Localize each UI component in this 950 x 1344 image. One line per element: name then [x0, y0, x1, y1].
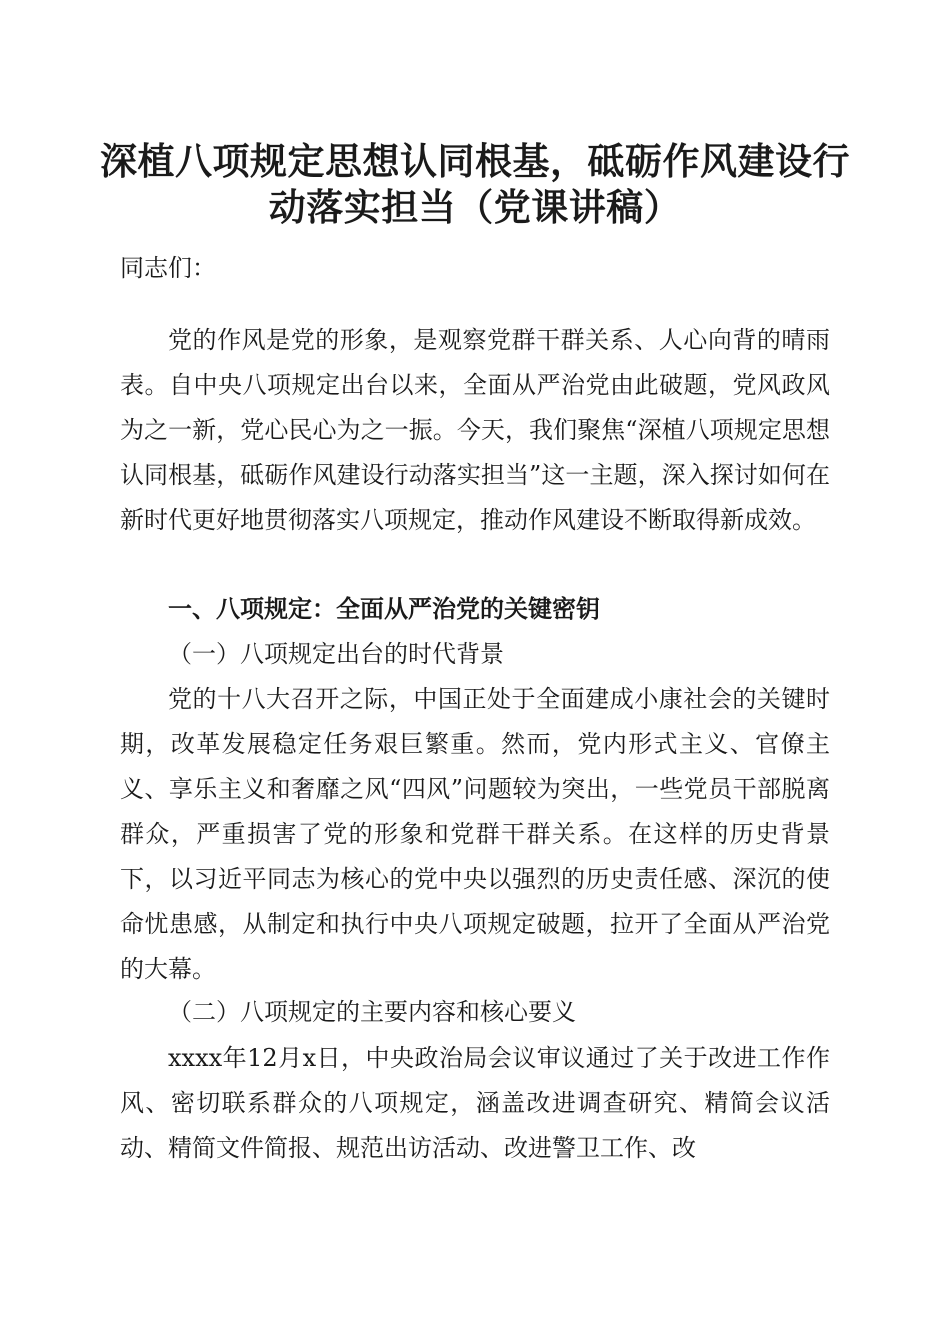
subsection-2-body: xxxx年12月x日，中央政治局会议审议通过了关于改进工作作风、密切联系群众的八项规定，涵盖改进调查研究、精简会议活动、精简文件简报、规范出访活动、改进警卫工作、改 — [120, 1044, 830, 1162]
subsection-heading-1: （一）八项规定出台的时代背景 — [168, 640, 504, 668]
subsection-heading-2: （二）八项规定的主要内容和核心要义 — [168, 998, 576, 1026]
document-title-line1: 深植八项规定思想认同根基，砥砺作风建设行 — [100, 139, 850, 183]
subsection-1-body: 党的十八大召开之际，中国正处于全面建成小康社会的关键时期，改革发展稳定任务艰巨繁重。然而，党内形式主义、官僚主义、享乐主义和奢靡之风“四风”问题较为突出，一些党员干部脱离群众，严重损害了党的形象和党群干群关系。在这样的历史背景下，以习近平同志为核心的党中央以强烈的历史责任感、深沉的使命忧患感，从制定和执行中央八项规定破题，拉开了全面从严治党的大幕。 — [120, 685, 830, 983]
salutation: 同志们： — [120, 254, 216, 282]
document-title-line2: 动落实担当（党课讲稿） — [268, 185, 682, 229]
intro-paragraph: 党的作风是党的形象，是观察党群干群关系、人心向背的晴雨表。自中央八项规定出台以来，全面从严治党由此破题，党风政风为之一新，党心民心为之一振。今天，我们聚焦“深植八项规定思想认同根基，砥砺作风建设行动落实担当”这一主题，深入探讨如何在新时代更好地贯彻落实八项规定，推动作风建设不断取得新成效。 — [120, 326, 830, 534]
section-heading-1: 一、八项规定：全面从严治党的关键密钥 — [168, 595, 600, 623]
